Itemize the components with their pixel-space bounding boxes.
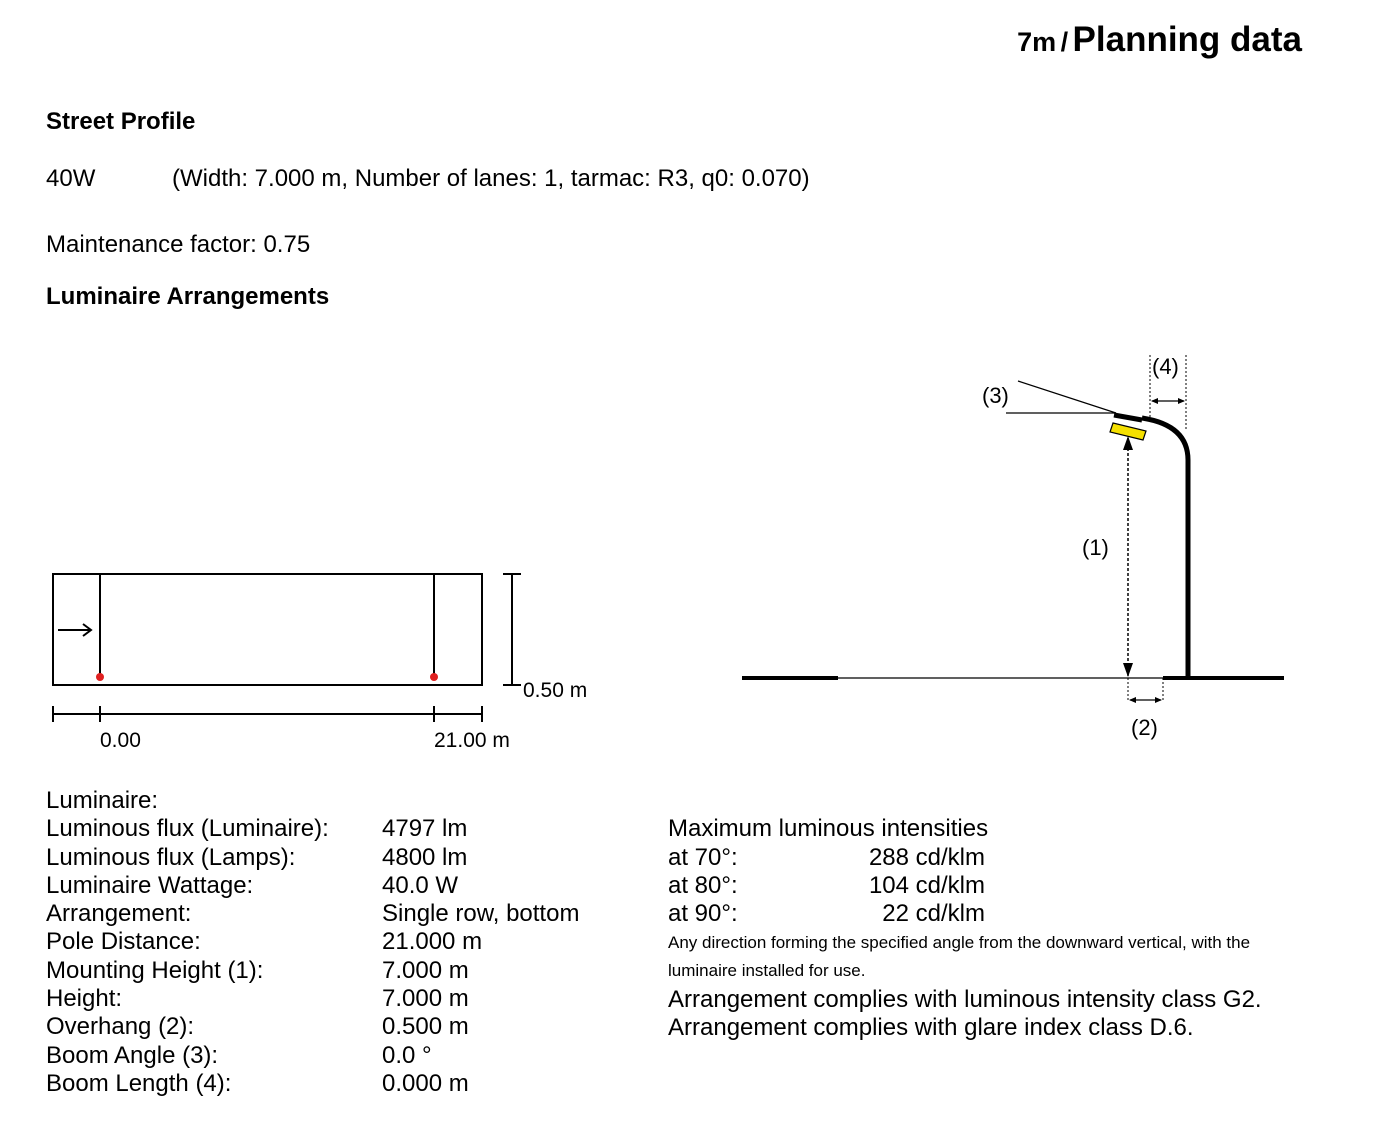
- intensities-heading: Maximum luminous intensities: [668, 815, 989, 843]
- note-line: Any direction forming the specified angle from the downward vertical, with the: [668, 933, 1251, 952]
- pole: [1142, 418, 1188, 678]
- luminaire-value: Single row, bottom: [382, 900, 580, 928]
- direction-arrow-icon: [58, 624, 91, 636]
- luminaire-value: 0.500 m: [382, 1013, 469, 1041]
- luminaire-value: 0.0 °: [382, 1041, 432, 1069]
- luminaire-label: Boom Length (4):: [46, 1069, 232, 1097]
- luminaire-label: Overhang (2):: [46, 1013, 195, 1041]
- compliance-glare-class: Arrangement complies with glare index class D.6.: [668, 1014, 1194, 1042]
- luminaire-heading: Luminaire:: [46, 787, 159, 814]
- compliance-block: [668, 986, 1262, 1043]
- luminaire-value: 4800 lm: [382, 843, 468, 871]
- boom-arm: [1114, 415, 1142, 420]
- angle-line-upper: [1018, 381, 1116, 413]
- intensity-value: 22 cd/klm: [882, 900, 985, 928]
- label-boom-angle: (3): [982, 383, 1009, 408]
- intensity-values: [760, 844, 985, 929]
- note-line: luminaire installed for use.: [668, 961, 866, 980]
- wattage-label: 40W: [46, 165, 96, 192]
- intensity-value: 104 cd/klm: [868, 871, 985, 899]
- intensity-value: 288 cd/klm: [868, 843, 985, 871]
- luminaire-value: 21.000 m: [382, 928, 483, 956]
- title-prefix: 7m: [1017, 27, 1057, 57]
- intensity-angle: at 70°:: [668, 843, 738, 871]
- luminaire-value: 40.0 W: [382, 871, 459, 899]
- intensity-angle: at 80°:: [668, 871, 738, 899]
- mounting-height-dimension: [1123, 436, 1133, 678]
- plan-diagram: [0, 560, 620, 760]
- intensity-note: [668, 929, 1250, 985]
- luminaire-point-right: [430, 673, 438, 681]
- luminaire-label: Arrangement:: [46, 900, 192, 928]
- street-profile-heading: Street Profile: [46, 108, 196, 135]
- luminaire-label: Luminous flux (Lamps):: [46, 843, 296, 871]
- overhang-dimension: [1128, 678, 1163, 703]
- maintenance-factor: Maintenance factor: 0.75: [46, 231, 311, 258]
- dimension-side-label: 0.50 m: [523, 679, 588, 702]
- distance-dimension: [53, 706, 482, 722]
- luminaire-value: 7.000 m: [382, 985, 469, 1013]
- pole-profile-diagram: [730, 340, 1310, 760]
- luminaire-value: 4797 lm: [382, 815, 468, 843]
- label-mounting-height: (1): [1082, 535, 1109, 560]
- intensity-angle: at 90°:: [668, 900, 738, 928]
- label-overhang: (2): [1131, 715, 1158, 740]
- dimension-end-label: 21.00 m: [434, 729, 510, 752]
- luminaire-value: 7.000 m: [382, 956, 469, 984]
- luminaire-label: Luminaire Wattage:: [46, 871, 254, 899]
- luminaire-label: Boom Angle (3):: [46, 1041, 219, 1069]
- arrangements-heading: Luminaire Arrangements: [46, 283, 330, 310]
- title-separator: /: [1060, 27, 1069, 57]
- street-details: (Width: 7.000 m, Number of lanes: 1, tarmac: R3, q0: 0.070): [172, 165, 810, 192]
- luminaire-value: 0.000 m: [382, 1069, 469, 1097]
- page-title: [1017, 20, 1302, 60]
- label-boom-length: (4): [1152, 354, 1179, 379]
- luminaire-label: Height:: [46, 985, 123, 1013]
- width-dimension: [503, 574, 521, 685]
- road-outline: [53, 574, 482, 685]
- luminaire-values: [382, 815, 579, 1098]
- luminaire-point-left: [96, 673, 104, 681]
- luminaire-labels: [46, 787, 329, 1098]
- luminaire-label: Luminous flux (Luminaire):: [46, 815, 329, 843]
- title-text: Planning data: [1072, 20, 1302, 59]
- dimension-start-label: 0.00: [100, 729, 141, 752]
- compliance-intensity-class: Arrangement complies with luminous intensity class G2.: [668, 986, 1262, 1013]
- luminaire-label: Pole Distance:: [46, 928, 201, 956]
- luminaire-label: Mounting Height (1):: [46, 956, 264, 984]
